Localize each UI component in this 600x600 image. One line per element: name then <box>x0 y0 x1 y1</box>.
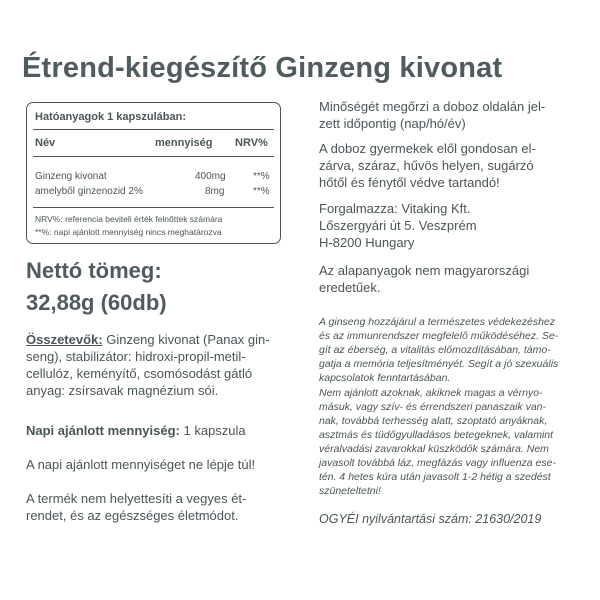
column-header-amount: mennyiség <box>155 137 213 149</box>
divider <box>33 207 274 208</box>
row-amount: 8mg <box>205 186 225 197</box>
text-line: Nem ajánlott azoknak, akiknek magas a vérnyo- <box>319 387 543 399</box>
column-header-nrv: NRV% <box>235 137 268 149</box>
table-heading: Hatóanyagok 1 kapszulában: <box>35 111 186 123</box>
text-line: eredetűek. <box>319 280 381 295</box>
origin-note <box>319 262 529 296</box>
text-line: Az alapanyagok nem magyarországi <box>319 263 530 278</box>
row-name: amelyből ginzenozid 2% <box>35 186 143 197</box>
dose-warning: A napi ajánlott mennyiséget ne lépje túl! <box>26 457 256 472</box>
storage-instructions <box>319 140 536 191</box>
ingredients-text: seng), stabilizátor: hidroxi-propil-metil- <box>26 349 246 364</box>
product-title: Étrend-kiegészítő Ginzeng kivonat <box>22 52 503 84</box>
row-name: Ginzeng kivonat <box>35 171 107 182</box>
daily-dose <box>26 422 246 439</box>
text-line: zett időpontig (nap/hó/év) <box>319 116 466 131</box>
text-line: A doboz gyermekek elől gondosan el- <box>319 141 536 156</box>
text-line: javasolt továbbá láz, megfázás vagy influenza ese- <box>319 457 556 469</box>
divider <box>33 156 274 157</box>
text-line: A termék nem helyettesíti a vegyes ét- <box>26 491 247 506</box>
text-line: zárva, száraz, hűvös helyen, sugárzó <box>319 158 534 173</box>
text-line: A ginseng hozzájárul a természetes védekezéshez <box>319 316 555 328</box>
nrv-note: NRV%: referencia beviteli érték felnőttek számára <box>35 214 223 224</box>
row-nrv: **% <box>253 186 270 197</box>
text-line: és az immunrendszer megfelelő működéséhez. Se- <box>319 330 559 342</box>
registration-number: OGYÉI nyilvántartási szám: 21630/2019 <box>319 512 542 526</box>
daily-dose-value: 1 kapszula <box>183 423 246 438</box>
text-line: szüneteltetni! <box>319 485 381 497</box>
text-line: tén. 4 hetes kúra után javasolt 1-2 hétig a szedést <box>319 471 551 483</box>
row-amount: 400mg <box>195 171 226 182</box>
text-line: kapcsolatok fenntartásában. <box>319 372 451 384</box>
text-line: H-8200 Hungary <box>319 235 415 250</box>
divider <box>33 129 274 130</box>
health-claims <box>319 315 558 385</box>
text-line: Minőségét megőrzi a doboz oldalán jel- <box>319 99 546 114</box>
nutrition-table <box>26 102 281 244</box>
ingredients-text: Ginzeng kivonat (Panax gin- <box>106 332 270 347</box>
nrv-missing-note: **%: napi ajánlott mennyiség nincs meghatározva <box>35 227 222 237</box>
distributor <box>319 200 477 251</box>
ingredients-text: anyag: zsírsavak magnézium sói. <box>26 383 219 398</box>
best-before <box>319 98 545 132</box>
ingredients-label: Összetevők: <box>26 332 103 347</box>
text-line: másuk, vagy szív- és érrendszeri panaszaik van- <box>319 401 547 413</box>
text-line: Forgalmazza: Vitaking Kft. <box>319 201 471 216</box>
net-weight-label: Nettó tömeg: <box>26 258 162 283</box>
text-line: gatja a memória teljesítményét. Segít a jó szexuális <box>319 358 559 370</box>
text-line: rendet, és az egészséges életmódot. <box>26 508 239 523</box>
row-nrv: **% <box>253 171 270 182</box>
not-replacement-note <box>26 490 246 524</box>
text-line: véralvadási zavarokkal küszködők számára. Nem <box>319 443 549 455</box>
net-weight-value: 32,88g (60db) <box>26 290 167 315</box>
text-line: nak, továbbá terhesség alatt, szoptató anyáknak, <box>319 415 548 427</box>
daily-dose-label: Napi ajánlott mennyiség: <box>26 423 180 438</box>
text-line: hőtől és fénytől védve tartandó! <box>319 175 500 190</box>
column-header-name: Név <box>35 137 56 149</box>
text-line: Lőszergyári út 5. Veszprém <box>319 218 477 233</box>
ingredients-text: cellulóz, keményítő, csomósodást gátló <box>26 366 253 381</box>
ingredients-block <box>26 331 296 399</box>
contraindications <box>319 386 556 498</box>
text-line: asztmás és tüdőgyulladásos betegeknek, valamint <box>319 429 554 441</box>
text-line: gít az éberség, a vitalitás előmozdításában, támo- <box>319 344 551 356</box>
